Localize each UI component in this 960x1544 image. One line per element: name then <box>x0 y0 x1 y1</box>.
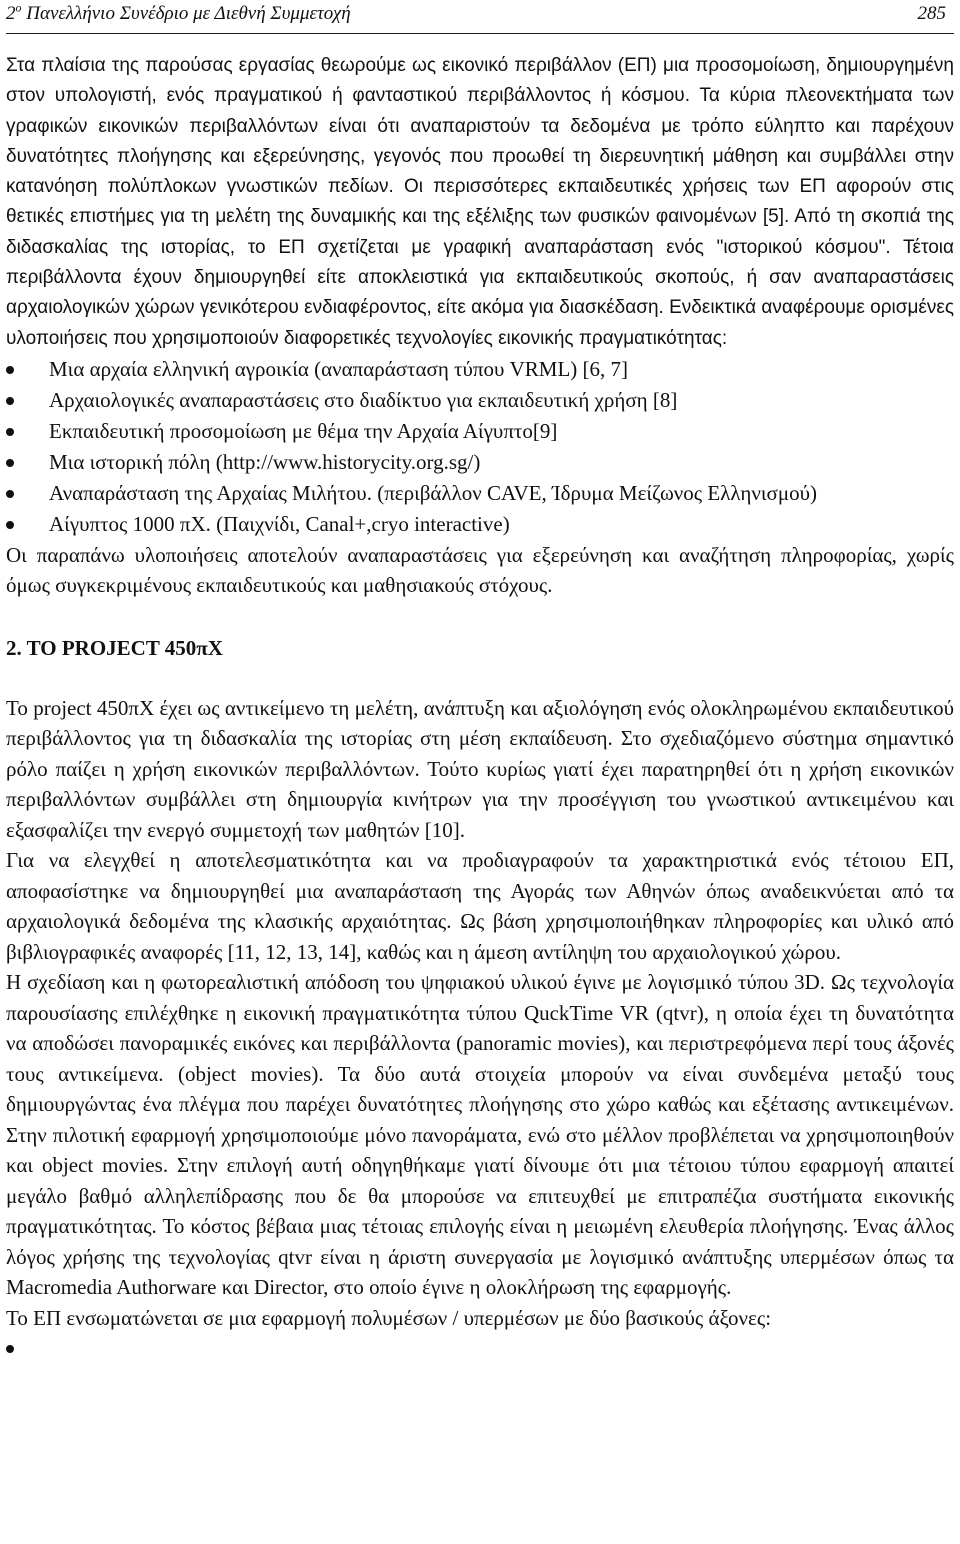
list-item <box>6 478 954 509</box>
list-item <box>6 354 954 385</box>
page-header <box>6 0 954 34</box>
list-item <box>6 385 954 416</box>
intro-paragraph: Στα πλαίσια της παρούσας εργασίας θεωρούμε ως εικονικό περιβάλλον (ΕΠ) μια προσομοίωση, δημιουργημένη στον υπολογιστή, ενός πραγματικού ή φανταστικού περιβάλλοντος ή κόσμου. Τα κύρια πλεονεκτήματα των γραφικών εικονικών περιβαλλόντων είναι ότι αναπαριστούν τα δεδομένα με τρόπο εύληπτο και παρέχουν δυνατότητες πλοήγησης και εξερεύνησης, γεγονός που προωθεί τη διερευνητική μάθηση και συμβάλλει στην κατανόηση πολύπλοκων γνωστικών πεδίων. Οι περισσότερες εκπαιδευτικές χρήσεις των ΕΠ αφορούν στις θετικές επιστήμες για τη μελέτη της δυναμικής και της εξέλιξης των φυσικών φαινομένων [5]. Από τη σκοπιά της διδασκαλίας της ιστορίας, το ΕΠ σχετίζεται με γραφική αναπαράσταση ενός "ιστορικού κόσμου". Τέτοια περιβάλλοντα έχουν δημιουργηθεί είτε αποκλειστικά για εκπαιδευτικούς σκοπούς, ή σαν αναπαραστάσεις αρχαιολογικών χώρων γενικότερου ενδιαφέροντος, είτε ακόμα για διασκέδαση. Ενδεικτικά αναφέρουμε ορισμένες υλοποιήσεις που χρησιμοποιούν διαφορετικές τεχνολογίες εικονικής πραγματικότητας: <box>6 55 954 349</box>
list-item-text: Αίγυπτος 1000 πΧ. (Παιχνίδι, Canal+,cryo interactive) <box>49 511 510 536</box>
list-item-text: Αναπαράσταση της Αρχαίας Μιλήτου. (περιβάλλον CAVE, Ίδρυμα Μείζωνος Ελληνισμού) <box>49 480 817 505</box>
conference-ordinal: 2 <box>6 3 16 24</box>
project-paragraph-3: Η σχεδίαση και η φωτορεαλιστική απόδοση του ψηφιακού υλικού έγινε με λογισμικό τύπου 3D. Ως τεχνολογία παρουσίασης επιλέχθηκε η εικονική πραγματικότητα τύπου QuckTime VR (qtvr), η οποία έχει τη δυνατότητα να αποδώσει πανοραμικές εικόνες και περιβάλλοντα (panoramic movies), και περιστρεφόμενα περί τους άξονές τους αντικείμενα. (object movies). Τα δύο αυτά στοιχεία μπορούν να είναι συνδεμένα μεταξύ τους δημιουργώντας ένα πλέγμα που παρέχει δυνατότητες πλοήγησης στο χώρο καθώς και εξέτασης αντικειμένων. Στην πιλοτική εφαρμογή χρησιμοποιούμε μόνο πανοράματα, ενώ στο μέλλον προβλέπεται να χρησιμοποιηθούν και object movies. Στην επιλογή αυτή οδηγηθήκαμε γιατί δίνουμε ότι μια τέτοιου τύπου εφαρμογή απαιτεί μεγάλο βαθμό αλληλεπίδρασης που δε θα μπορούσε να επιτευχθεί με επιτραπέζια συστήματα εικονικής πραγματικότητας. Το κόστος βέβαια μιας τέτοιας επιλογής είναι η μειωμένη ελευθερία πλοήγησης. Ένας άλλος λόγος χρήσης της τεχνολογίας qtvr είναι η άριστη συνεργασία με λογισμικό ανάπτυξης υπερμέσων όπως τα Macromedia Authorware και Director, στο οποίο έγινε η ολοκλήρωση της εφαρμογής. <box>6 970 954 1300</box>
project-paragraph-2: Για να ελεγχθεί η αποτελεσματικότητα και να προδιαγραφούν τα χαρακτηριστικά ενός τέτοιου ΕΠ, αποφασίστηκε να δημιουργηθεί μια αναπαράσταση της Αγοράς των Αθηνών όπως αναδεικνύεται από τα αρχαιολογικά δεδομένα της κλασικής αρχαιότητας. Ως βάση χρησιμοποιήθηκαν πληροφορίες και υλικό από βιβλιογραφικές αναφορές [11, 12, 13, 14], καθώς και η άμεση αντίληψη του αρχαιολογικού χώρου. <box>6 848 954 964</box>
list-item-text: Μια ιστορική πόλη (http://www.historycity.org.sg/) <box>49 449 481 474</box>
list-item-text: Αρχαιολογικές αναπαραστάσεις στο διαδίκτυο για εκπαιδευτική χρήση [8] <box>49 387 678 412</box>
bullet-icon <box>6 397 14 405</box>
document-page <box>6 0 954 1363</box>
bullet-icon <box>6 459 14 467</box>
trailing-list-item <box>6 1333 954 1363</box>
list-item-text: Μια αρχαία ελληνική αγροικία (αναπαράσταση τύπου VRML) [6, 7] <box>49 356 629 381</box>
conference-ordinal-suffix: ο <box>15 0 22 15</box>
closing-paragraph: Οι παραπάνω υλοποιήσεις αποτελούν αναπαραστάσεις για εξερεύνηση και αναζήτηση πληροφορίας, χωρίς όμως συγκεκριμένους εκπαιδευτικούς και μαθησιακούς στόχους. <box>6 542 954 598</box>
bullet-icon <box>6 366 14 374</box>
project-paragraph-4: Το ΕΠ ενσωματώνεται σε μια εφαρμογή πολυμέσων / υπερμέσων με δύο βασικούς άξονες: <box>6 1305 772 1330</box>
list-item <box>6 509 954 540</box>
project-paragraph-1: Το project 450πΧ έχει ως αντικείμενο τη μελέτη, ανάπτυξη και αξιολόγηση ενός ολοκληρωμένου εκπαιδευτικού περιβάλλοντος για τη διδασκαλία της ιστορίας στη μέση εκπαίδευση. Στο σχεδιαζόμενο σύστημα σημαντικό ρόλο παίζει η χρήση εικονικών περιβαλλόντων. Τούτο κυρίως γιατί έχει παρατηρηθεί ότι η χρήση εικονικών περιβαλλόντων συμβάλλει στη δημιουργία κινήτρων για την προσέγγιση του γνωστικού αντικειμένου και εξασφαλίζει την ενεργό συμμετοχή των μαθητών [10]. <box>6 695 954 842</box>
conference-name: Πανελλήνιο Συνέδριο με Διεθνή Συμμετοχή <box>21 3 351 24</box>
list-item <box>6 447 954 478</box>
conference-title <box>6 2 351 26</box>
page-number: 285 <box>917 3 946 24</box>
bullet-icon <box>6 1345 14 1353</box>
list-item <box>6 416 954 447</box>
bullet-icon <box>6 428 14 436</box>
implementations-list <box>6 354 954 540</box>
list-item-text: Εκπαιδευτική προσομοίωση με θέμα την Αρχαία Αίγυπτο[9] <box>49 418 558 443</box>
bullet-icon <box>6 521 14 529</box>
bullet-icon <box>6 490 14 498</box>
section-heading: 2. ΤΟ PROJECT 450πΧ <box>6 635 223 660</box>
